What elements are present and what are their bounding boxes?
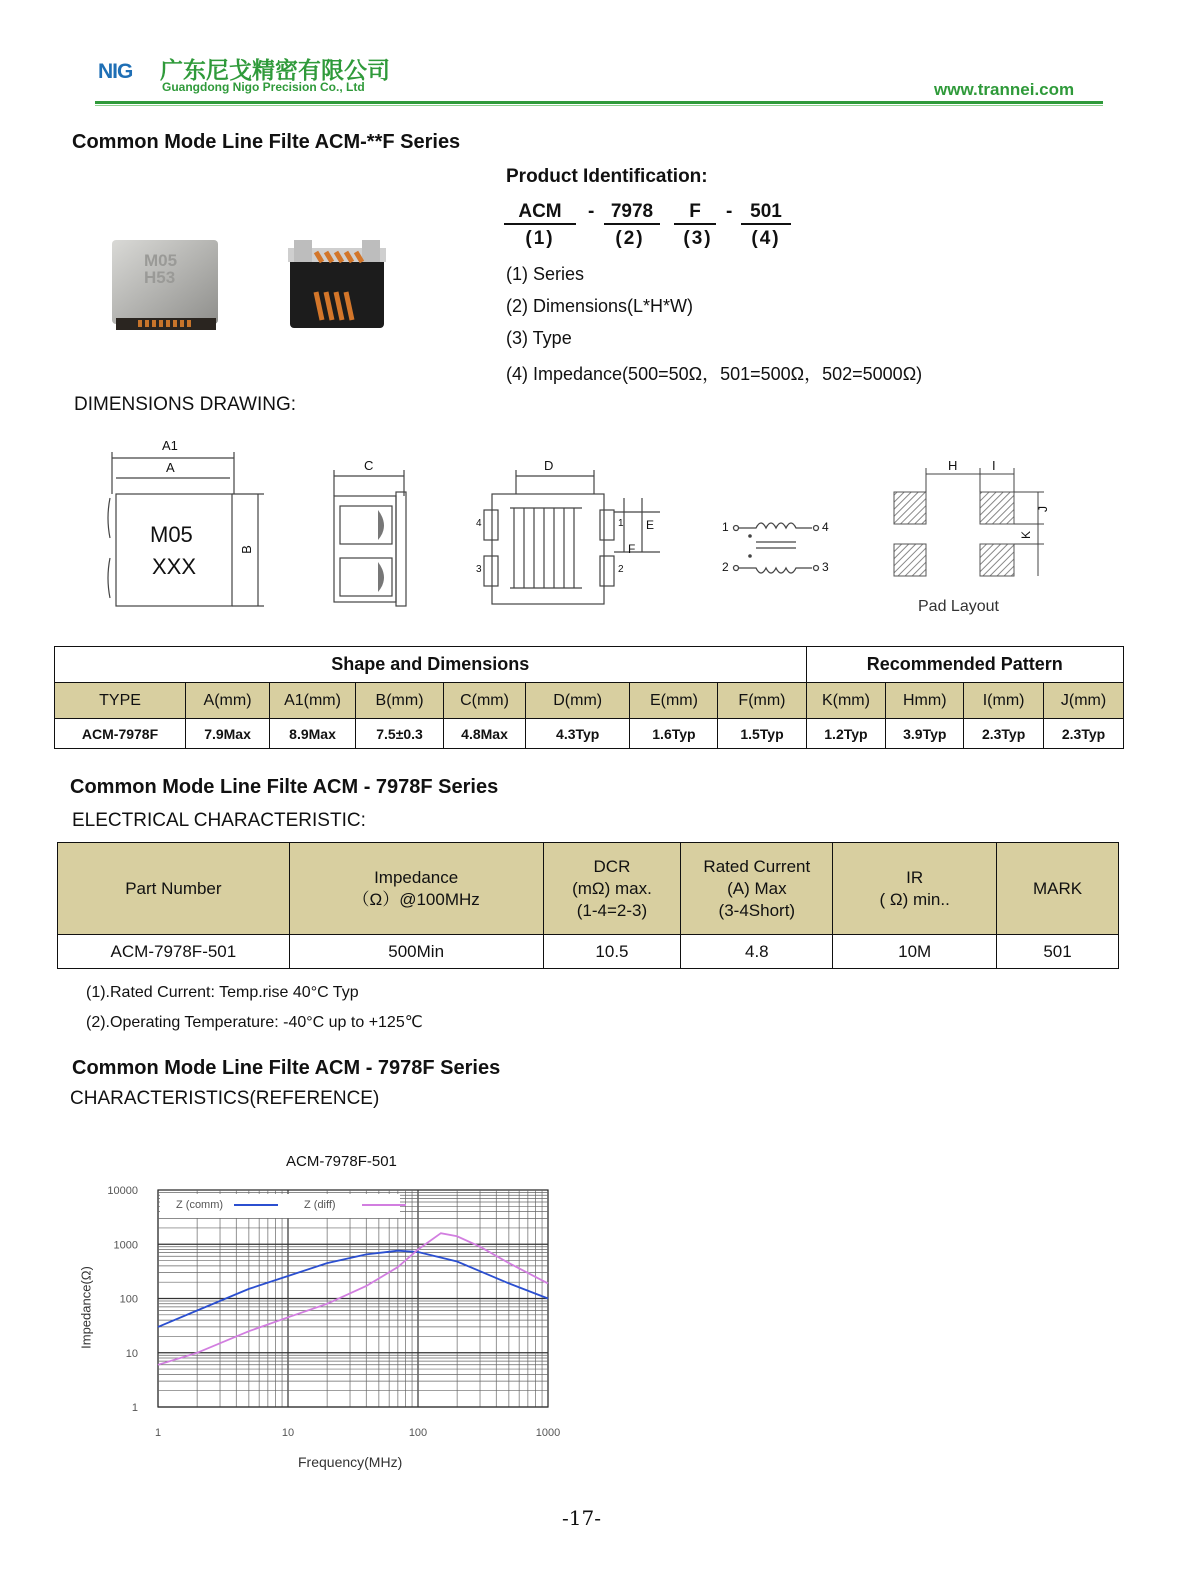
column-header: Impedance （Ω）@100MHz (289, 843, 543, 935)
x-tick-label: 1000 (535, 1427, 561, 1439)
side-view-drawing: C (330, 458, 414, 610)
column-header: TYPE (55, 683, 186, 719)
table-group-header: Recommended Pattern (806, 647, 1124, 683)
column-header: MARK (997, 843, 1119, 935)
section-title-series: Common Mode Line Filte ACM-**F Series (72, 131, 461, 153)
y-axis-label: Impedance(Ω) (78, 1266, 94, 1349)
y-tick-label: 10 (125, 1347, 138, 1360)
legend-entry: Z (comm) (176, 1199, 224, 1211)
column-header: A1(mm) (270, 683, 356, 719)
code-index: (4) (751, 228, 781, 249)
header-divider (95, 101, 1103, 104)
table-row: ACM-7978F 7.9Max 8.9Max 7.5±0.3 4.8Max 4.3Typ 1.6Typ 1.5Typ 1.2Typ 3.9Typ 2.3Typ 2.3Typ (55, 719, 1124, 749)
column-header: Hmm) (886, 683, 964, 719)
y-tick-label: 10000 (107, 1185, 138, 1197)
section-title-electrical: Common Mode Line Filte ACM - 7978F Series (70, 776, 499, 798)
column-header: Rated Current (A) Max (3-4Short) (681, 843, 833, 935)
column-header: DCR (mΩ) max. (1-4=2-3) (543, 843, 681, 935)
product-identification-title: Product Identification: (506, 166, 708, 187)
note-rated-current: (1).Rated Current: Temp.rise 40°C Typ (86, 984, 359, 1001)
column-header: C(mm) (444, 683, 526, 719)
code-index: (2) (615, 228, 645, 249)
impedance-chart (60, 1140, 580, 1480)
legend-entry: Z (diff) (304, 1199, 336, 1211)
pad-layout-drawing: H I J K Pad Layout (888, 458, 1058, 620)
code-dash: - (726, 201, 733, 222)
dimensions-table (54, 646, 1124, 749)
header-divider-light (95, 105, 1103, 106)
page-number: -17- (562, 1506, 601, 1530)
electrical-table (57, 842, 1119, 969)
code-index: (3) (683, 228, 713, 249)
electrical-subtitle: ELECTRICAL CHARACTERISTIC: (72, 810, 366, 831)
x-tick-label: 10 (281, 1427, 295, 1439)
top-view-drawing: A1 A B M05 XXX (104, 438, 274, 616)
code-part-impedance: 501 (741, 201, 791, 225)
chart-title: ACM-7978F-501 (286, 1153, 397, 1170)
characteristics-subtitle: CHARACTERISTICS(REFERENCE) (70, 1088, 380, 1109)
note-operating-temperature: (2).Operating Temperature: -40°C up to +125℃ (86, 1014, 423, 1031)
code-part-dimensions: 7978 (604, 201, 660, 225)
component-photo-coil (288, 238, 386, 330)
company-name-en: Guangdong Nigo Precision Co., Ltd (162, 80, 365, 94)
column-header: K(mm) (806, 683, 886, 719)
x-axis-label: Frequency(MHz) (298, 1454, 403, 1470)
x-tick-label: 1 (154, 1427, 162, 1439)
column-header: Part Number (58, 843, 290, 935)
id-line: (1) Series (506, 264, 585, 284)
y-tick-label: 1 (131, 1402, 138, 1414)
company-logo: NIG (98, 60, 133, 83)
column-header: J(mm) (1044, 683, 1124, 719)
column-header: B(mm) (356, 683, 444, 719)
column-header: A(mm) (186, 683, 270, 719)
column-header: I(mm) (964, 683, 1044, 719)
column-header: IR ( Ω) min.. (833, 843, 997, 935)
id-line: (3) Type (506, 328, 572, 348)
code-dash: - (588, 201, 595, 222)
company-name-cn: 广东尼戈精密有限公司 (160, 57, 390, 84)
code-index: (1) (525, 228, 555, 249)
chart-plot (60, 1140, 580, 1460)
column-header: E(mm) (630, 683, 718, 719)
website-link[interactable]: www.trannei.com (934, 80, 1075, 99)
column-header: D(mm) (525, 683, 629, 719)
section-title-characteristics: Common Mode Line Filte ACM - 7978F Series (72, 1057, 501, 1079)
x-tick-label: 100 (408, 1427, 428, 1439)
table-row: ACM-7978F-501 500Min 10.5 4.8 10M 501 (58, 935, 1119, 969)
dimensions-drawing-title: DIMENSIONS DRAWING: (74, 394, 297, 415)
y-tick-label: 1000 (113, 1239, 138, 1252)
schematic-drawing: 1 2 3 4 (722, 520, 829, 574)
code-part-type: F (674, 201, 716, 225)
y-tick-label: 100 (119, 1293, 138, 1306)
front-view-drawing: D E F 4 3 1 2 (474, 458, 664, 608)
id-line: (2) Dimensions(L*H*W) (506, 296, 694, 316)
column-header: F(mm) (718, 683, 806, 719)
code-part-series: ACM (504, 201, 576, 225)
component-photo-top (108, 236, 222, 334)
table-group-header: Shape and Dimensions (55, 647, 807, 683)
component-marking: M05 H53 (144, 251, 178, 287)
id-line: (4) Impedance(500=50Ω，501=500Ω，502=5000Ω) (506, 364, 923, 384)
